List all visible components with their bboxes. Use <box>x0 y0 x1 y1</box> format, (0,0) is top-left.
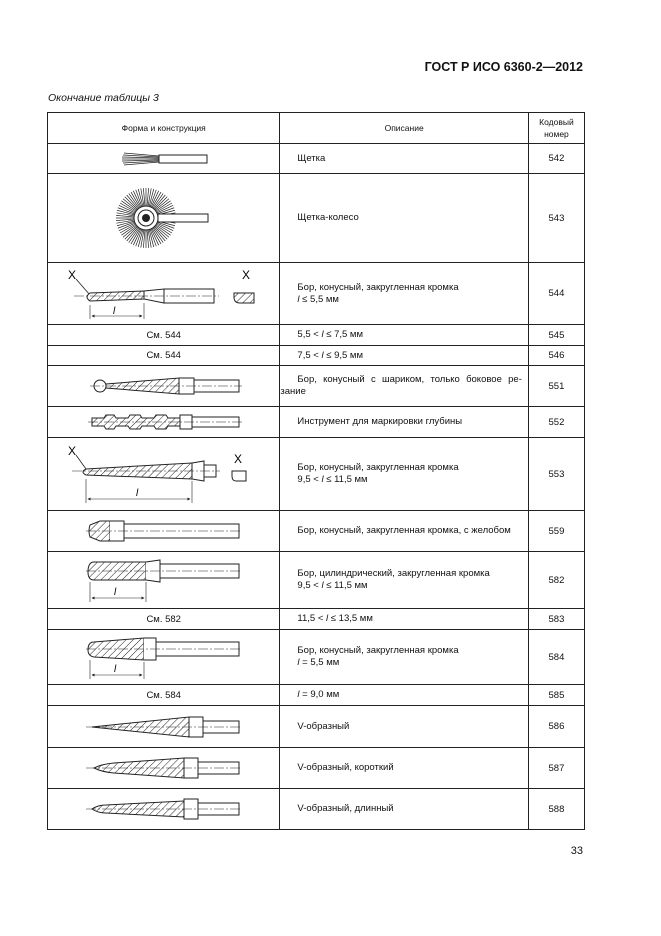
length-mark-label-4: l <box>113 664 116 675</box>
form-cell <box>48 438 280 511</box>
code-cell: 585 <box>528 685 584 706</box>
form-cell <box>48 174 280 263</box>
description-cell: V-образный, длинный <box>280 789 528 830</box>
table-row <box>48 325 585 346</box>
form-cell: См. 544 <box>48 325 280 346</box>
section-mark-label: X <box>67 267 76 282</box>
description-cell <box>280 438 528 511</box>
form-cell <box>48 748 280 789</box>
code-cell: 543 <box>528 174 584 263</box>
description-line: Бор, конусный, закругленная кромка <box>297 462 459 473</box>
long-v-shaped-bur-icon <box>84 795 244 823</box>
table-row <box>48 789 585 830</box>
description-line: зание <box>280 386 306 397</box>
description-cell <box>280 366 528 407</box>
table-row <box>48 263 585 325</box>
form-cell <box>48 366 280 407</box>
table-row <box>48 609 585 630</box>
header-code-label: Кодовый номер <box>539 117 574 139</box>
description-cell <box>280 552 528 609</box>
length-mark-label-2: l <box>135 488 138 499</box>
header-code <box>528 113 584 144</box>
table-row <box>48 552 585 609</box>
form-cell <box>48 789 280 830</box>
table-row <box>48 685 585 706</box>
table-row <box>48 144 585 174</box>
ball-tip-tapered-bur-icon <box>84 371 244 401</box>
form-cell <box>48 706 280 748</box>
code-cell: 583 <box>528 609 584 630</box>
code-cell: 542 <box>528 144 584 174</box>
document-id: ГОСТ Р ИСО 6360-2—2012 <box>424 60 583 74</box>
table-row <box>48 174 585 263</box>
depth-marking-bur-icon <box>84 410 244 434</box>
description-cell: Щетка-колесо <box>280 174 528 263</box>
description-line: Бор, конусный с шариком, только боковое ре- <box>297 374 522 385</box>
form-cell: См. 544 <box>48 346 280 366</box>
description-cell: 5,5 < l ≤ 7,5 мм <box>280 325 528 346</box>
table-caption: Окончание таблицы 3 <box>48 92 159 104</box>
description-line: Бор, конусный, закругленная кромка <box>297 645 459 656</box>
long-tapered-round-end-bur-icon <box>64 441 264 507</box>
section-mark-label-4: X <box>233 452 242 466</box>
table-row <box>48 511 585 552</box>
description-cell: V-образный, короткий <box>280 748 528 789</box>
code-cell: 552 <box>528 407 584 438</box>
table-row <box>48 438 585 511</box>
section-mark-label-3: X <box>67 444 76 458</box>
description-cell: 7,5 < l ≤ 9,5 мм <box>280 346 528 366</box>
code-cell: 551 <box>528 366 584 407</box>
form-cell <box>48 630 280 685</box>
code-cell: 544 <box>528 263 584 325</box>
form-cell <box>48 263 280 325</box>
table-row <box>48 748 585 789</box>
description-cell: Инструмент для маркировки глубины <box>280 407 528 438</box>
code-cell: 588 <box>528 789 584 830</box>
description-cell: 11,5 < l ≤ 13,5 мм <box>280 609 528 630</box>
description-cell <box>280 630 528 685</box>
table-row <box>48 346 585 366</box>
code-cell: 582 <box>528 552 584 609</box>
length-mark-label: l <box>112 305 115 317</box>
form-cell <box>48 552 280 609</box>
length-mark-label-3: l <box>113 587 116 598</box>
header-form: Форма и конструкция <box>48 113 280 144</box>
code-cell: 553 <box>528 438 584 511</box>
description-line: l = 5,5 мм <box>297 657 340 668</box>
cylindrical-round-end-bur-icon <box>84 554 244 606</box>
description-cell: Бор, конусный, закругленная кромка, с желобом <box>280 511 528 552</box>
form-cell: См. 584 <box>48 685 280 706</box>
description-line: 9,5 < l ≤ 11,5 мм <box>297 580 368 591</box>
form-cell: См. 582 <box>48 609 280 630</box>
description-line: Бор, цилиндрический, закругленная кромка <box>297 568 490 579</box>
form-cell <box>48 407 280 438</box>
section-mark-label-2: X <box>241 267 250 282</box>
tapered-round-end-bur-icon <box>54 265 274 323</box>
v-shaped-bur-icon <box>84 713 244 741</box>
form-cell <box>48 144 280 174</box>
code-cell: 545 <box>528 325 584 346</box>
code-cell: 546 <box>528 346 584 366</box>
wheel-brush-icon <box>114 178 214 258</box>
form-cell <box>48 511 280 552</box>
short-tapered-round-end-bur-icon <box>84 632 244 682</box>
description-line: Бор, конусный, закругленная кромка <box>297 281 459 293</box>
description-cell <box>280 263 528 325</box>
grooved-tapered-bur-icon <box>84 515 244 547</box>
short-v-shaped-bur-icon <box>84 754 244 782</box>
description-cell: Щетка <box>280 144 528 174</box>
code-cell: 586 <box>528 706 584 748</box>
description-cell: l = 9,0 мм <box>280 685 528 706</box>
table-row <box>48 630 585 685</box>
header-description: Описание <box>280 113 528 144</box>
code-cell: 559 <box>528 511 584 552</box>
table-row <box>48 407 585 438</box>
description-cell: V-образный <box>280 706 528 748</box>
page-number: 33 <box>570 845 583 857</box>
table-header-row <box>48 113 585 144</box>
table-row <box>48 366 585 407</box>
code-cell: 587 <box>528 748 584 789</box>
wire-brush-icon <box>119 149 209 169</box>
description-line: 9,5 < l ≤ 11,5 мм <box>297 474 368 485</box>
table-row <box>48 706 585 748</box>
tools-table <box>47 112 585 830</box>
description-line: l ≤ 5,5 мм <box>297 293 339 305</box>
code-cell: 584 <box>528 630 584 685</box>
